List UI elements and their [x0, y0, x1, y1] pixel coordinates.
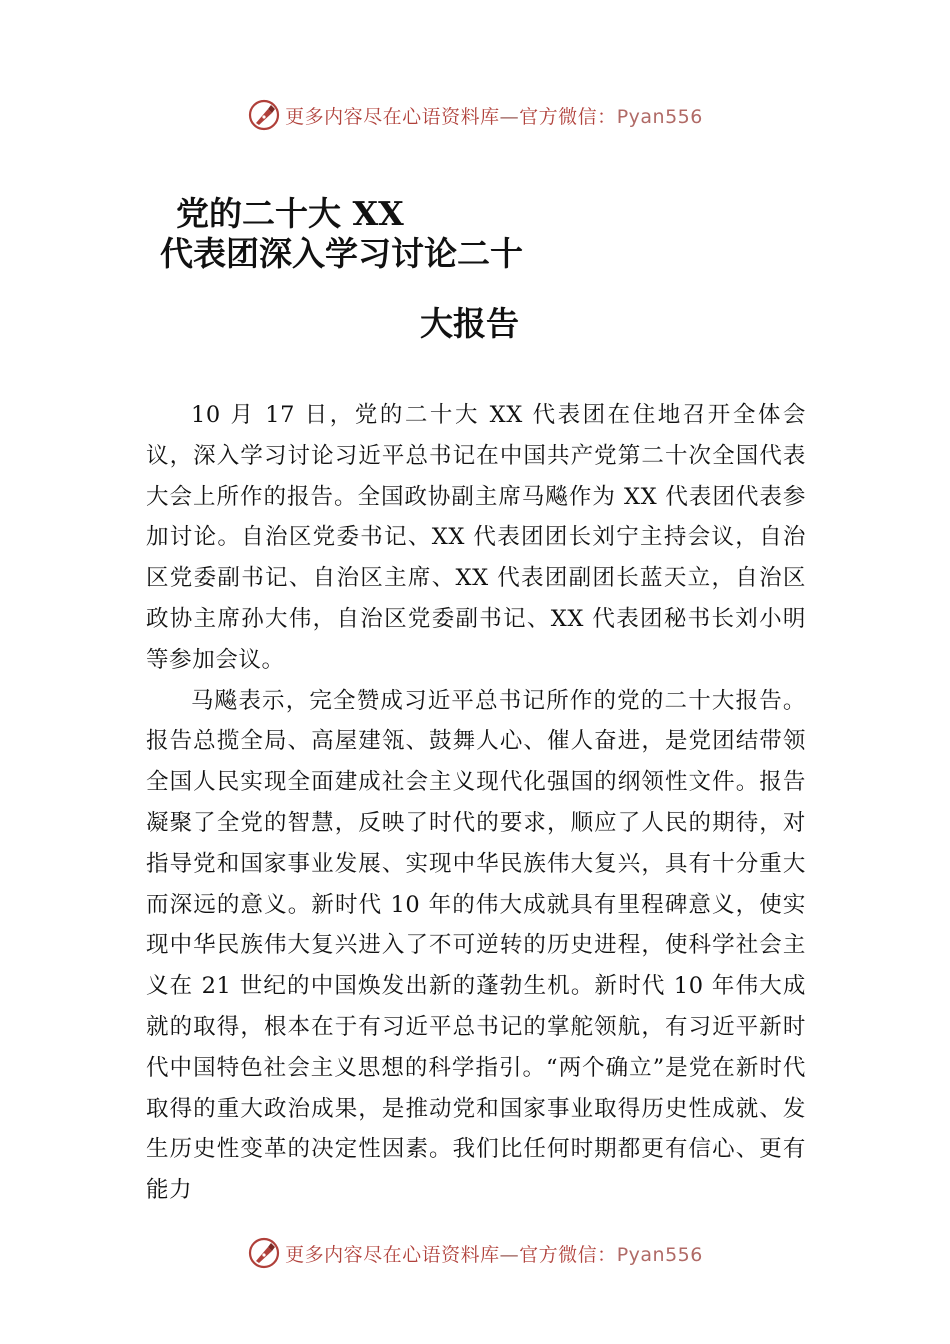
- title-line-1: 党的二十大 XX: [176, 194, 404, 233]
- library-text: 更多内容尽在心语资料库: [285, 1243, 500, 1266]
- footer-banner: [0, 1233, 950, 1273]
- wechat-id: Pyan556: [616, 105, 703, 128]
- paragraph-1: 10 月 17 日，党的二十大 XX 代表团在住地召开全体会议，深入学习讨论习近平总书记在中国共产党第二十次全国代表大会上所作的报告。全国政协副主席马飚作为 XX 代表团代表参加讨论。自治区党委书记、XX 代表团团长刘宁主持会议，自治区党委副书记、自治区主席、XX 代表团副团长蓝天立，自治区政协主席孙大伟，自治区党委副书记、XX 代表团秘书长刘小明等参加会议。: [146, 402, 806, 673]
- pen-nib-logo-icon: [247, 98, 281, 132]
- banner-separator: —: [499, 1243, 520, 1266]
- header-banner: [0, 95, 950, 135]
- wechat-id: Pyan556: [616, 1243, 703, 1266]
- banner-text: [285, 102, 703, 129]
- library-text: 更多内容尽在心语资料库: [285, 105, 500, 128]
- banner-text: [285, 1240, 703, 1267]
- title-line-2: 代表团深入学习讨论二十: [160, 234, 523, 273]
- wechat-label: 官方微信：: [519, 105, 617, 128]
- paragraph-2: 马飚表示，完全赞成习近平总书记所作的党的二十大报告。报告总揽全局、高屋建瓴、鼓舞人心、催人奋进，是党团结带领全国人民实现全面建成社会主义现代化强国的纲领性文件。报告凝聚了全党的智慧，反映了时代的要求，顺应了人民的期待，对指导党和国家事业发展、实现中华民族伟大复兴，具有十分重大而深远的意义。新时代 10 年的伟大成就具有里程碑意义，使实现中华民族伟大复兴进入了不可逆转的历史进程，使科学社会主义在 21 世纪的中国焕发出新的蓬勃生机。新时代 10 年伟大成就的取得，根本在于有习近平总书记的掌舵领航，有习近平新时代中国特色社会主义思想的科学指引。“两个确立”是党在新时代取得的重大政治成果，是推动党和国家事业取得历史性成就、发生历史性变革的决定性因素。我们比任何时期都更有信心、更有能力: [146, 687, 806, 1204]
- title-line-3: 大报告: [420, 304, 519, 343]
- pen-nib-logo-icon: [247, 1236, 281, 1270]
- wechat-label: 官方微信：: [519, 1243, 617, 1266]
- document-body: [146, 395, 806, 1211]
- banner-separator: —: [499, 105, 520, 128]
